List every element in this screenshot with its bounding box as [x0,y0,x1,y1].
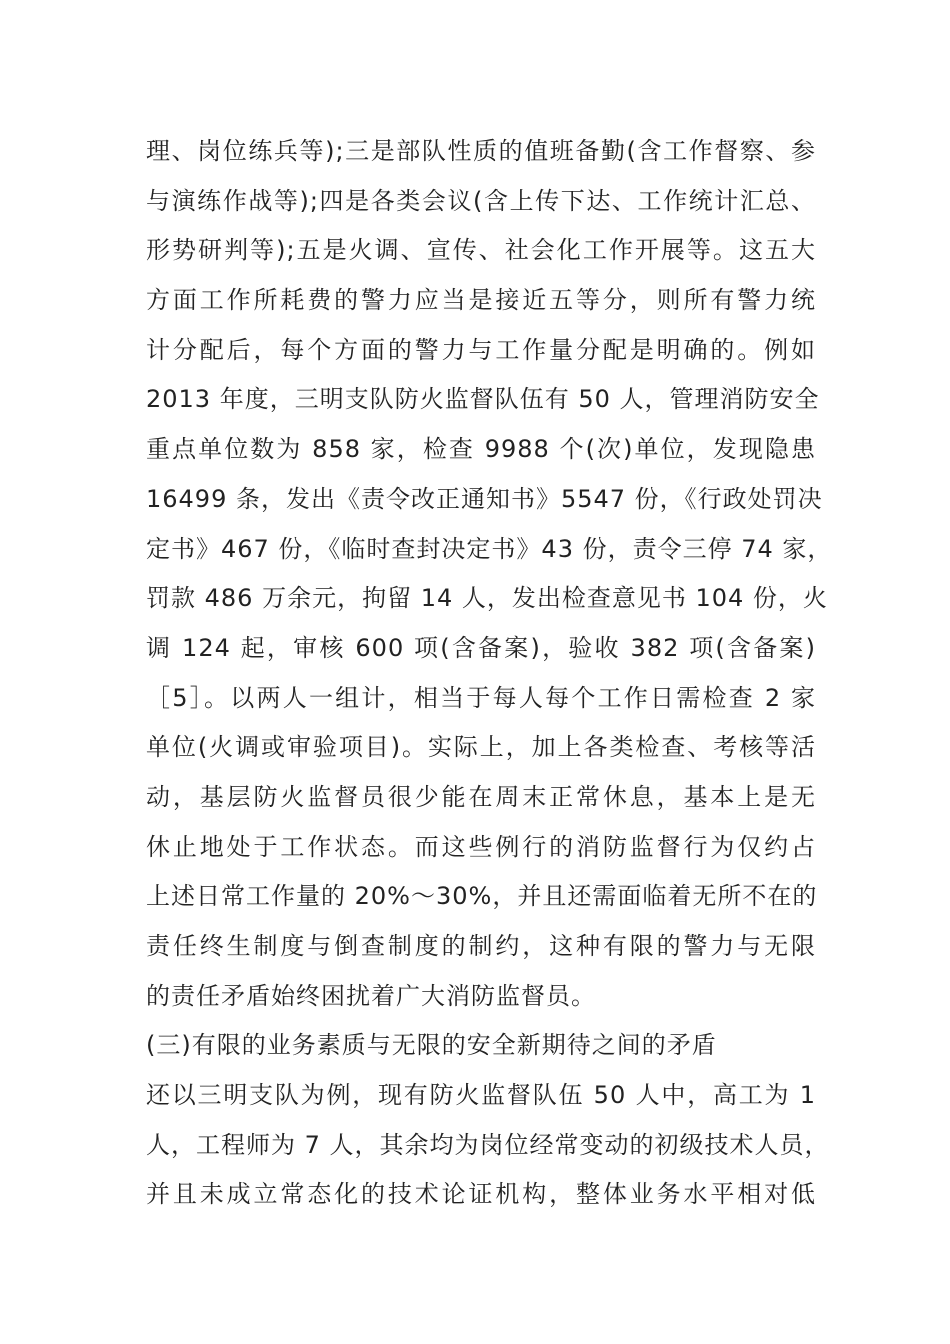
text-line: 人，工程师为 7 人，其余均为岗位经常变动的初级技术人员， [146,1130,830,1159]
text-line: 还以三明支队为例，现有防火监督队伍 50 人中，高工为 1 [146,1081,816,1110]
text-line: 形势研判等);五是火调、宣传、社会化工作开展等。这五大 [146,236,816,265]
text-line: 2013 年度，三明支队防火监督队伍有 50 人，管理消防安全 [146,385,820,414]
text-line: 责任终生制度与倒查制度的制约，这种有限的警力与无限 [146,932,816,960]
text-line: 计分配后，每个方面的警力与工作量分配是明确的。例如 [146,335,816,364]
text-line: 16499 条，发出《责令改正通知书》5547 份，《行政处罚决 [146,484,823,513]
text-line: 罚款 486 万余元，拘留 14 人，发出检查意见书 104 份，火 [146,584,828,613]
text-line: 调 124 起，审核 600 项(含备案)，验收 382 项(含备案) [146,633,816,662]
text-line: 与演练作战等);四是各类会议(含上传下达、工作统计汇总、 [146,186,816,215]
text-line: 动，基层防火监督员很少能在周末正常休息，基本上是无 [146,782,816,811]
section-heading: (三)有限的业务素质与无限的安全新期待之间的矛盾 [146,1031,717,1060]
text-line: 单位(火调或审验项目)。实际上，加上各类检查、考核等活 [146,733,816,762]
text-line: 上述日常工作量的 20%～30%，并且还需面临着无所不在的 [146,882,818,911]
text-line: 理、岗位练兵等);三是部队性质的值班备勤(含工作督察、参 [146,137,816,165]
text-line: 并且未成立常态化的技术论证机构，整体业务水平相对低 [146,1180,816,1209]
text-line: 重点单位数为 858 家，检查 9988 个(次)单位，发现隐患 [146,435,816,464]
text-line: 定书》467 份，《临时查封决定书》43 份，责令三停 74 家， [146,534,833,563]
body-text [146,127,833,1220]
text-line: 休止地处于工作状态。而这些例行的消防监督行为仅约占 [146,832,816,861]
text-line: 的责任矛盾始终困扰着广大消防监督员。 [146,981,596,1010]
text-line: ［5］。以两人一组计，相当于每人每个工作日需检查 2 家 [146,683,816,712]
text-line: 方面工作所耗费的警力应当是接近五等分，则所有警力统 [146,286,816,315]
